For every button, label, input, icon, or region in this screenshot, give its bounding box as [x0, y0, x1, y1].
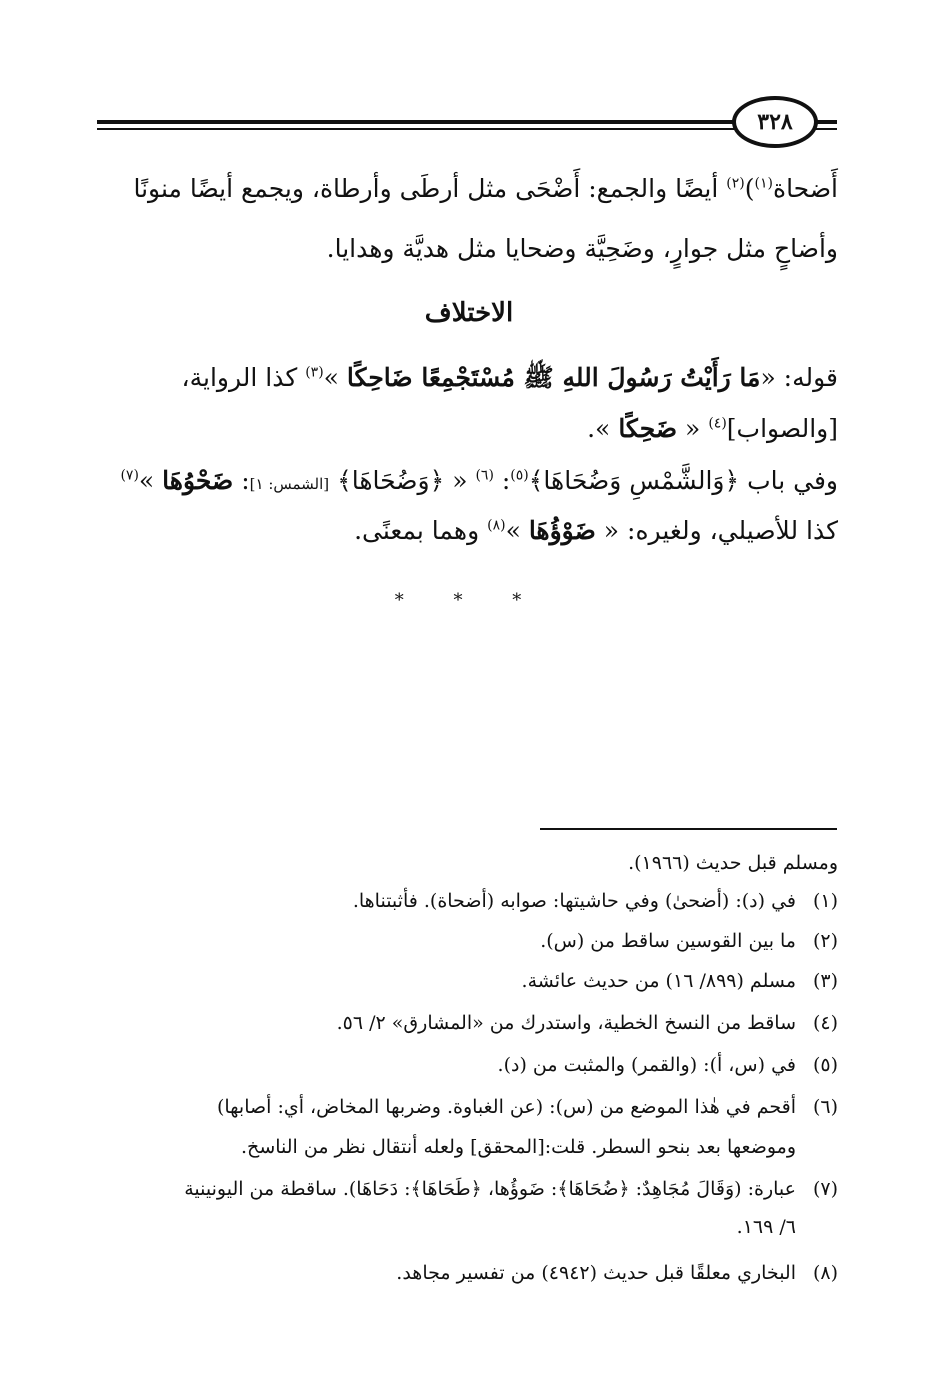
footnote-ref-8[interactable]: (٨): [487, 517, 506, 534]
text: :: [233, 466, 250, 495]
footnote-item: [100, 1054, 838, 1076]
footnote-rule: [540, 828, 837, 830]
page-number-text: ٣٢٨: [757, 109, 793, 135]
text: كذا للأصيلي، ولغيره: «: [595, 516, 838, 545]
text: [والصواب]: [726, 414, 838, 443]
text: :: [493, 466, 511, 495]
text: ».: [587, 414, 619, 443]
footnote-number: (١): [812, 890, 838, 912]
section-heading: الاختلاف: [424, 298, 514, 328]
footnote-ref-1[interactable]: (١): [754, 175, 773, 192]
footnote-text: مسلم (٨٩٩/ ١٦) من حديث عائشة.: [521, 970, 796, 992]
header-rule-thick: [97, 120, 837, 124]
footnote-number: (٧): [812, 1178, 838, 1200]
page-number: [732, 96, 818, 148]
text: «: [677, 414, 709, 443]
body-line-2: [100, 234, 838, 263]
text: أَضحاة: [772, 174, 838, 203]
footnote-item: [100, 1262, 838, 1284]
footnote-text: ساقط من النسخ الخطية، واستدرك من «المشارق» ٢/ ٥٦.: [336, 1012, 796, 1034]
footnote-ref-2[interactable]: (٢): [726, 175, 745, 192]
footnote-text: أقحم في هٰذا الموضع من (س): (عن الغباوة. وضربها المخاض، أي: أصابها): [216, 1096, 796, 1118]
footnote-number: (٤): [812, 1012, 838, 1034]
quran-reference: [الشمس: ١]: [249, 475, 330, 493]
hadith-text: مَا رَأَيْتُ رَسُولَ اللهِ ﷺ مُسْتَجْمِعًا ضَاحِكًا: [346, 363, 761, 392]
footnote-number: (٥): [812, 1054, 838, 1076]
footnote-number: (٦): [812, 1096, 838, 1118]
footnote-ref-7[interactable]: (٧): [120, 467, 139, 484]
footnote-text: عبارة: (وَقَالَ مُجَاهِدٌ: ﴿ضُحَاهَا﴾: ضَوؤُها، ﴿طَحَاهَا﴾: دَحَاهَا). ساقطة من اليونينية: [184, 1178, 796, 1200]
footnote-item: [100, 930, 838, 952]
correct-reading: ضَحِكًا: [618, 414, 678, 443]
variant-reading: ضَوْؤُهَا: [528, 516, 596, 545]
footnote-ref-4[interactable]: (٤): [708, 415, 727, 432]
footnote-item: [100, 1178, 838, 1200]
text: »: [505, 516, 529, 545]
body-line-4: [100, 414, 838, 443]
body-line-3: [100, 362, 838, 399]
footnote-text: ما بين القوسين ساقط من (س).: [540, 930, 796, 952]
footnote-number: (٢): [812, 930, 838, 952]
text: أيضًا والجمع: أَضْحَى مثل أرطَى وأرطاة، ويجمع أيضًا منونًا: [133, 174, 727, 203]
footnote-continuation: [100, 852, 838, 874]
text: قوله: «: [760, 363, 838, 392]
footnote-item-continued: [100, 1136, 838, 1158]
text: ومسلم قبل حديث (١٩٦٦).: [628, 852, 838, 874]
footnote-item: [100, 1096, 838, 1118]
text: وهما بمعنًى.: [354, 516, 488, 545]
footnote-text: في (د): (أضحىٰ) وفي حاشيتها: صوابه (أضحاة). فأثبتناها.: [352, 890, 796, 912]
text: « ﴿وَضُحَاهَا﴾: [329, 466, 476, 495]
footnote-text: وموضعها بعد بنحو السطر. قلت:[المحقق] ولعله أنتقال نظر من الناسخ.: [241, 1136, 796, 1158]
body-line-1: [100, 174, 838, 203]
text: ): [744, 174, 755, 203]
footnote-text: في (س، أ): (والقمر) والمثبت من (د).: [497, 1054, 796, 1076]
footnote-ref-5[interactable]: (٥): [510, 467, 529, 484]
text: وأضاحٍ مثل جوارٍ، وضَحِيَّة وضحايا مثل هديَّة وهدايا.: [326, 234, 838, 263]
text: وفي باب ﴿وَالشَّمْسِ وَضُحَاهَا﴾: [528, 466, 838, 495]
footnote-number: (٣): [812, 970, 838, 992]
footnote-ref-3[interactable]: (٣): [305, 364, 324, 381]
footnote-item: [100, 890, 838, 912]
variant-reading: ضَحْوُهَا: [162, 466, 234, 495]
text: كذا الرواية،: [181, 363, 306, 392]
footnote-number: (٨): [812, 1262, 838, 1284]
body-line-5: [100, 466, 838, 495]
footnote-text: ٦/ ١٦٩.: [736, 1216, 796, 1238]
section-divider-stars: * * *: [394, 590, 544, 611]
body-line-6: [100, 516, 838, 545]
text: »: [323, 363, 347, 392]
text: »: [138, 466, 163, 495]
header-rule-thin: [97, 128, 837, 130]
footnote-item: [100, 970, 838, 992]
footnote-item-continued: [100, 1216, 838, 1238]
footnote-ref-6[interactable]: (٦): [475, 467, 494, 484]
footnote-text: البخاري معلقًا قبل حديث (٤٩٤٢) من تفسير مجاهد.: [396, 1262, 796, 1284]
footnote-item: [100, 1012, 838, 1034]
